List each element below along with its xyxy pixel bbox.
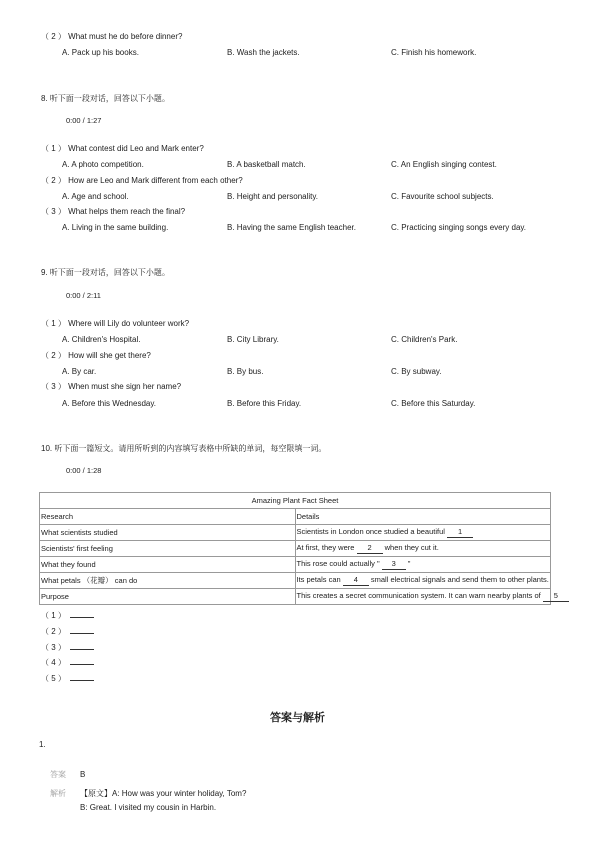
question-number: （ 3 ） (41, 382, 66, 391)
blank-1[interactable]: 1 (447, 527, 473, 538)
option-a[interactable]: A. By car. (62, 367, 97, 376)
question-9-3 (41, 381, 181, 392)
question-number: （ 2 ） (41, 32, 66, 41)
detail-text: Scientists in London once studied a beautiful (296, 527, 448, 536)
answer-number: （ 1 ） (41, 611, 66, 620)
row-label: What scientists studied (40, 525, 296, 541)
option-b[interactable]: B. Wash the jackets. (227, 48, 300, 57)
question-text: How are Leo and Mark different from each other? (68, 176, 243, 185)
detail-text: small electrical signals and send them to other plants. (368, 575, 549, 584)
option-a[interactable]: A. Age and school. (62, 192, 129, 201)
row-detail (295, 573, 551, 589)
answer-line-2[interactable] (41, 625, 94, 637)
detail-text: when they cut it. (382, 543, 439, 552)
audio-player-10[interactable]: 0:00 / 1:28 (66, 466, 102, 475)
analysis-label: 解析 (50, 789, 66, 798)
answer-blank[interactable] (70, 672, 94, 681)
option-a[interactable]: A. Before this Wednesday. (62, 399, 156, 408)
answer-blank[interactable] (70, 656, 94, 665)
question-10-title: 10. 听下面一篇短文。请用所听到的内容填写表格中所缺的单词，每空限填一词。 (41, 444, 327, 453)
answer-line-1[interactable] (41, 609, 94, 621)
table-header-research: Research (40, 509, 296, 525)
option-c[interactable]: C. An English singing contest. (391, 160, 497, 169)
option-a[interactable]: A. Children's Hospital. (62, 335, 141, 344)
question-8-1 (41, 143, 204, 154)
answer-blank[interactable] (70, 625, 94, 634)
answer-number: （ 5 ） (41, 674, 66, 683)
question-7-2 (41, 31, 182, 42)
audio-player-8[interactable]: 0:00 / 1:27 (66, 116, 102, 125)
answer-number: （ 3 ） (41, 643, 66, 652)
question-text: What helps them reach the final? (68, 207, 186, 216)
question-8-3 (41, 206, 185, 217)
detail-text: Its petals can (296, 575, 343, 584)
table-row (40, 557, 551, 573)
option-c[interactable]: C. Favourite school subjects. (391, 192, 494, 201)
option-b[interactable]: B. By bus. (227, 367, 264, 376)
row-label: What petals （花瓣） can do (40, 573, 296, 589)
analysis-line: 【原文】A: How was your winter holiday, Tom? (80, 789, 247, 798)
question-text: What contest did Leo and Mark enter? (68, 144, 204, 153)
detail-text: At first, they were (296, 543, 357, 552)
option-a[interactable]: A. Living in the same building. (62, 223, 169, 232)
audio-player-9[interactable]: 0:00 / 2:11 (66, 291, 101, 300)
row-detail (295, 589, 558, 605)
answer-blank[interactable] (70, 609, 94, 618)
fact-sheet-table (39, 492, 558, 605)
question-text: How will she get there? (68, 351, 151, 360)
blank-2[interactable]: 2 (357, 543, 383, 554)
option-b[interactable]: B. Height and personality. (227, 192, 319, 201)
analysis-line: B: Great. I visited my cousin in Harbin. (80, 803, 217, 812)
question-8-2 (41, 175, 243, 186)
answer-number: （ 4 ） (41, 658, 66, 667)
answer-blank[interactable] (70, 641, 94, 650)
table-caption: Amazing Plant Fact Sheet (40, 493, 551, 509)
answer-value: B (80, 770, 86, 779)
row-detail (295, 557, 551, 573)
option-b[interactable]: B. Before this Friday. (227, 399, 302, 408)
answer-line-4[interactable] (41, 656, 94, 668)
question-text: What must he do before dinner? (68, 32, 183, 41)
row-label: What they found (40, 557, 296, 573)
option-c[interactable]: C. Before this Saturday. (391, 399, 476, 408)
blank-3[interactable]: 3 (382, 559, 406, 570)
row-detail (295, 541, 551, 557)
question-number: （ 1 ） (41, 144, 66, 153)
answer-number: （ 2 ） (41, 627, 66, 636)
question-9-2 (41, 350, 151, 361)
option-b[interactable]: B. City Library. (227, 335, 279, 344)
question-text: Where will Lily do volunteer work? (68, 319, 190, 328)
answer-line-3[interactable] (41, 641, 94, 653)
row-label: Purpose (40, 589, 296, 605)
answer-line-5[interactable] (41, 672, 94, 684)
answer-section-heading: 答案与解析 (270, 712, 325, 724)
option-c[interactable]: C. By subway. (391, 367, 442, 376)
question-9-title: 9. 听下面一段对话，回答以下小题。 (41, 268, 170, 277)
detail-text: This creates a secret communication system. It can warn nearby plants of (296, 591, 543, 600)
blank-4[interactable]: 4 (343, 575, 369, 586)
question-text: When must she sign her name? (68, 382, 182, 391)
option-c[interactable]: C. Finish his homework. (391, 48, 477, 57)
question-9-1 (41, 318, 189, 329)
table-row (40, 589, 551, 605)
option-a[interactable]: A. Pack up his books. (62, 48, 139, 57)
option-a[interactable]: A. A photo competition. (62, 160, 144, 169)
table-row (40, 573, 551, 589)
answer-label: 答案 (50, 770, 66, 779)
table-header-details: Details (295, 509, 551, 525)
question-number: （ 3 ） (41, 207, 66, 216)
answer-item-number: 1. (39, 740, 46, 749)
option-b[interactable]: B. Having the same English teacher. (227, 223, 356, 232)
blank-5[interactable]: 5 (543, 591, 569, 602)
detail-text: " (405, 559, 411, 568)
option-c[interactable]: C. Children's Park. (391, 335, 458, 344)
row-detail (295, 525, 551, 541)
question-number: （ 2 ） (41, 351, 66, 360)
option-c[interactable]: C. Practicing singing songs every day. (391, 223, 527, 232)
table-row (40, 525, 551, 541)
detail-text: This rose could actually " (296, 559, 382, 568)
option-b[interactable]: B. A basketball match. (227, 160, 306, 169)
row-label: Scientists' first feeling (40, 541, 296, 557)
question-number: （ 1 ） (41, 319, 66, 328)
question-8-title: 8. 听下面一段对话，回答以下小题。 (41, 94, 170, 103)
table-row (40, 541, 551, 557)
question-number: （ 2 ） (41, 176, 66, 185)
